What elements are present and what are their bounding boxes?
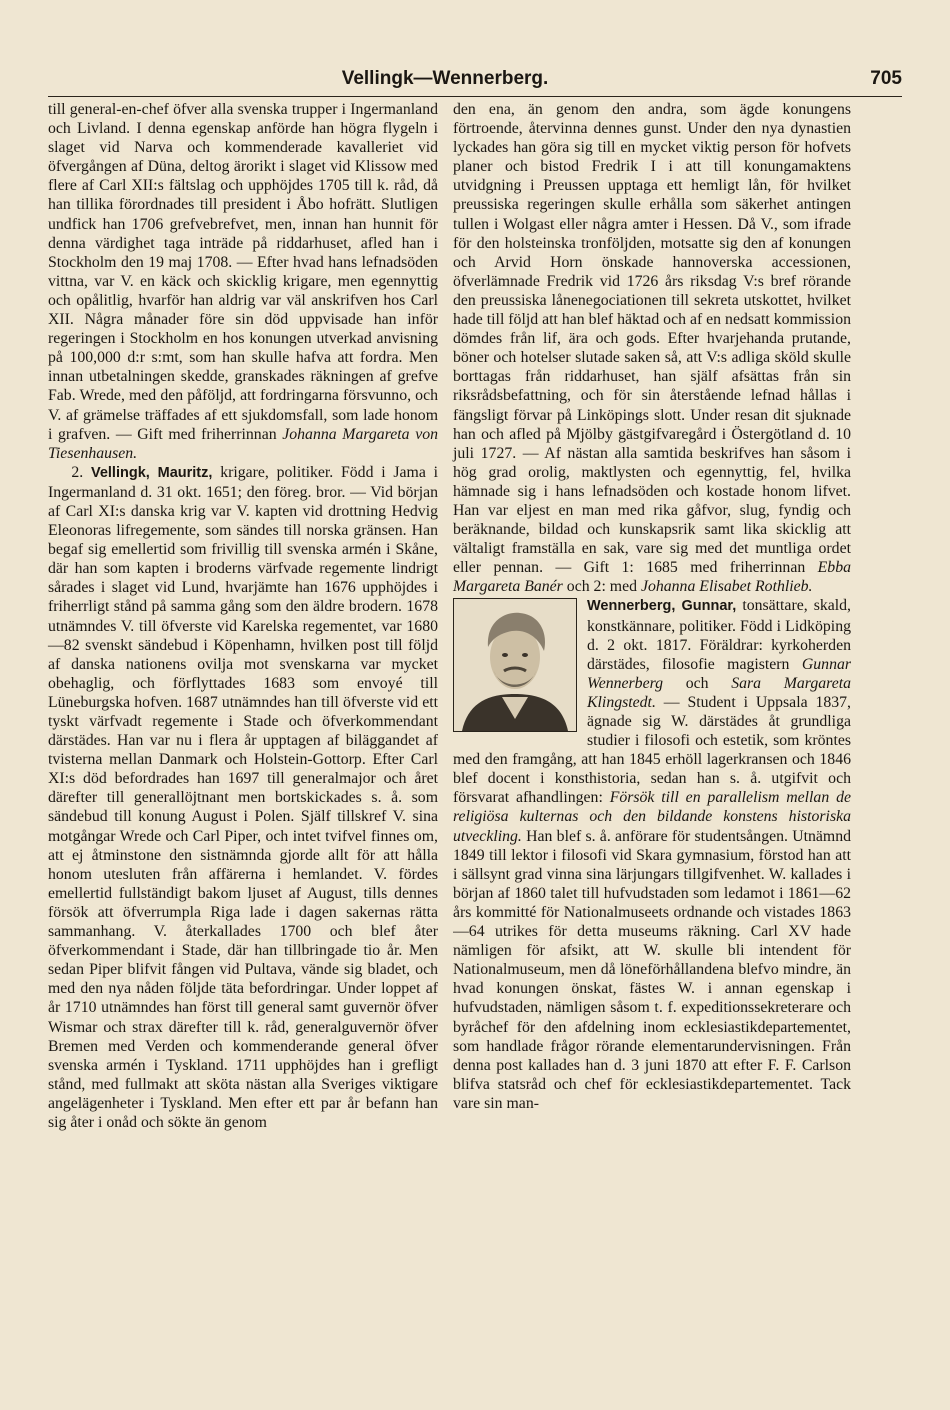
parent-name: Sara Margareta Klingstedt.	[587, 674, 851, 711]
spouse-name: Ebba Margareta Banér	[453, 559, 851, 596]
running-title: Vellingk—Wennerberg.	[341, 68, 549, 89]
portrait-image	[453, 598, 577, 732]
entry-paragraph	[48, 463, 438, 1132]
body-text: och	[685, 674, 709, 692]
parent-name: Gunnar Wennerberg	[587, 655, 851, 692]
body-text: tonsättare, skald, konstkännare, politiker. Född i Lidköping d. 2 okt. 1817. Föräldrar: kyrkoherden därstädes, filosofie magistern	[587, 597, 851, 673]
body-text: krigare, politiker. Född i Jama i Ingermanland d. 31 okt. 1651; den föreg. bror. — Vid början af Carl XI:s danska krig var V. kapten vid drottning Hedvig Eleonoras lifregemente, som sändes till norska gränsen. Han begaf sig emellertid som frivillig till svenska armén i Skåne, där han som kapten i broderns värfvade regemente lindrigt sårades i slaget vid Lund, hvarjämte han 1676 upphöjdes i friherrligt stånd på samma gång som den äldre brodern. 1678 utnämndes V. till öfverste vid Karelska regementet, var 1680—82 svenskt sändebud i Köpenhamn, hvilken post till följd af danska nationens ovilja mot svenskarna var mycket obehaglig, och förflyttades 1683 som envoyé till Lüneburgska hofven. 1687 utnämndes han till öfverste vid ett tyskt värfvadt regemente i Stade och öfverkommendant därstädes. Han var nu i flera år upptagen af biläggandet af tvisterna mellan Danmark och Holstein-Gottorp. Efter Carl XI:s död befordrades han 1697 till generalmajor och året därefter till generallöjtnant men bortskickades s. å. som sändebud till konung August i Polen. Själf tillskref V. sina motgångar Wrede och Carl Piper, och intet tvifvel finnes om, att ej åtminstone den sistnämnda gjorde allt för att hålla honom utesluten från affärerna i hemlandet. V. fördes emellertid fullständigt bakom ljuset af August, tills dennes försök att öfverrumpla Riga lade i dagen sakernas rätta sammanhang. V. återkallades 1700 och blef åter öfverkommendant i Stade, där han tillbringade tio år. Men sedan Piper blifvit fången vid Pultava, vände sig bladet, och med den nya nåden följde täta befordringar. Under loppet af år 1710 utnämndes han först till general samt guvernör öfver Wismar och strax därefter till k. råd, generalguvernör öfver Bremen med Verden och kommenderande general öfver svenska armén i Tyskland. 1711 upphöjdes han i grefligt stånd, med fullmakt att sköta nästan alla Sveriges viktigare angelägenheter i Tyskland. Men efter ett par år befann han sig åter i onåd och sökte än genom	[48, 463, 439, 1131]
body-text: den ena, än genom den andra, som ägde konungens förtroende, återvinna dennes gunst. Under den nya dynastien lyckades han göra sig till en mycket viktig person för hofvets planer och bistod Fredrik I i att till konungamaktens utvidgning i Preussen upptaga ett hemligt lån, för hvilket preussiska regeringen skulle erhålla som säkerhet antingen tullen i Wolgast eller några amter i Hessen. Då V., som ifrade för den holsteinska tronföljden, motsatte sig den af konungen och Arvid Horn önskade hannoverska accessionen, öfverlämnade Fredrik vid 1726 års riksdag V:s bref rörande den preussiska lånenegociationen till sekreta utskottet, hvilket hade till följd att han blef häktad och af en nedsatt kommission dömdes från lif, ära och gods. Efter hvarjehanda prutande, böner och hotelser slutade saken så, att V:s adliga sköld skulle borttagas från riddarhuset, han själf afsättas från sin riksrådsbefattning, och för sin återstående lefnad hållas i fängsligt förvar på Linköpings slott. Under resan dit sjuknade han och afled på Mjölby gästgifvaregård i Östergötland d. 10 juli 1727. — Af nästan alla samtida beskrifves han såsom i hög grad orolig, maktlysten och egennyttig, fel, hvilka hämnade sig i hans lefnadsöden och kostade honom lifvet. Han var eljest en man med rika gåfvor, slug, fyndig och beräknande, bildad och kunskapsrik samt lika skicklig att vältaligt framställa en sak, vare sig med det muntliga ordet eller pennan. — Gift 1: 1685 med friherrinnan	[453, 101, 851, 577]
spouse-name: Johanna Elisabet Rothlieb.	[640, 578, 813, 596]
thesis-title: Försök till en parallelism mellan de religiösa kulternas och den bildande konstens historiska utveckling.	[453, 789, 851, 845]
page-number: 705	[870, 68, 902, 89]
left-column	[48, 100, 438, 1132]
entry-paragraph	[453, 100, 851, 596]
entry-heading: Vellingk, Mauritz,	[90, 464, 213, 481]
body-text: till general-en-chef öfver alla svenska trupper i Ingermanland och Livland. I denna egenskap anförde han högra flygeln i slaget vid Narva och kommenderade kavalleriet vid öfvergången af Düna, deltog ärorikt i slaget vid Klissow med flere af Carl XII:s fältslag och upphöjdes 1705 till k. råd, då han tillika förordnades till president i Åbo hofrätt. Slutligen undfick han 1706 grefvebrefvet, men, innan han hunnit för denna värdighet taga inträde på riddarhuset, afled han i Stockholm den 19 maj 1708. — Efter hvad hans lefnadsöden vittna, var V. en käck och skicklig krigare, men egennyttig och opålitlig, hvarför han aldrig var väl anskrifven hos Carl XII. Några månader före sin död uppvisade han inför regeringen i Stockholm en hos konungen utverkad anvisning på 100,000 d:r s:mt, som han skulle hafva att fordra. Men innan utbetalningen skedde, granskades räkningen af grefve Fab. Wrede, med den påföljd, att fordringarna försvunno, och V. af grämelse träffades af ett sjukdomsfall, som lade honom i grafven. — Gift med friherrinnan	[48, 101, 438, 443]
entry-heading: Wennerberg, Gunnar,	[587, 598, 737, 615]
page-header	[48, 64, 902, 94]
body-text: och 2: med	[566, 578, 637, 596]
entry-paragraph	[453, 596, 851, 1113]
entry-number: 2.	[71, 463, 84, 481]
header-rule	[48, 96, 902, 97]
entry-paragraph	[48, 100, 438, 463]
body-text: Han blef s. å. anförare för studentsången. Utnämnd 1849 till lektor i filosofi vid Skara gymnasium, förstod han att i sällsynt grad vinna sina lärjungars tillgifvenhet. W. kallades i början af 1860 talet till hufvudstaden som ledamot i 1861—62 års kommitté för Nationalmuseets ordnande och vistades 1863—64 utrikes för detta museums räkning. Carl XV hade nämligen för afsikt, att W. skulle bli intendent för Nationalmuseum, men då löneförhållandena blefvo mindre, än hvad konungen önskat, fästes W. i annan egenskap i hufvudstaden, nämligen såsom t. f. expeditionssekreterare och byråchef för den afdelning inom ecklesiastikdepartementet, som handlade frågor rörande elementarundervisningen. Från denna post kallades han d. 3 juni 1870 att efter F. F. Carlson blifva statsråd och chef för ecklesiastikdepartementet. Tack vare sin man-	[453, 827, 851, 1112]
body-text: — Student i Uppsala 1837, ägnade sig W. därstädes åt grundliga studier i filosofi och estetik, som kröntes med den framgång, att han 1845 erhöll lagerkransen och 1846 blef docent i konsthistoria, sedan han s. å. utgifvit och försvarat afhandlingen:	[453, 693, 851, 807]
spouse-name: Johanna Margareta von Tiesenhausen.	[48, 425, 438, 462]
right-column	[453, 100, 851, 1113]
